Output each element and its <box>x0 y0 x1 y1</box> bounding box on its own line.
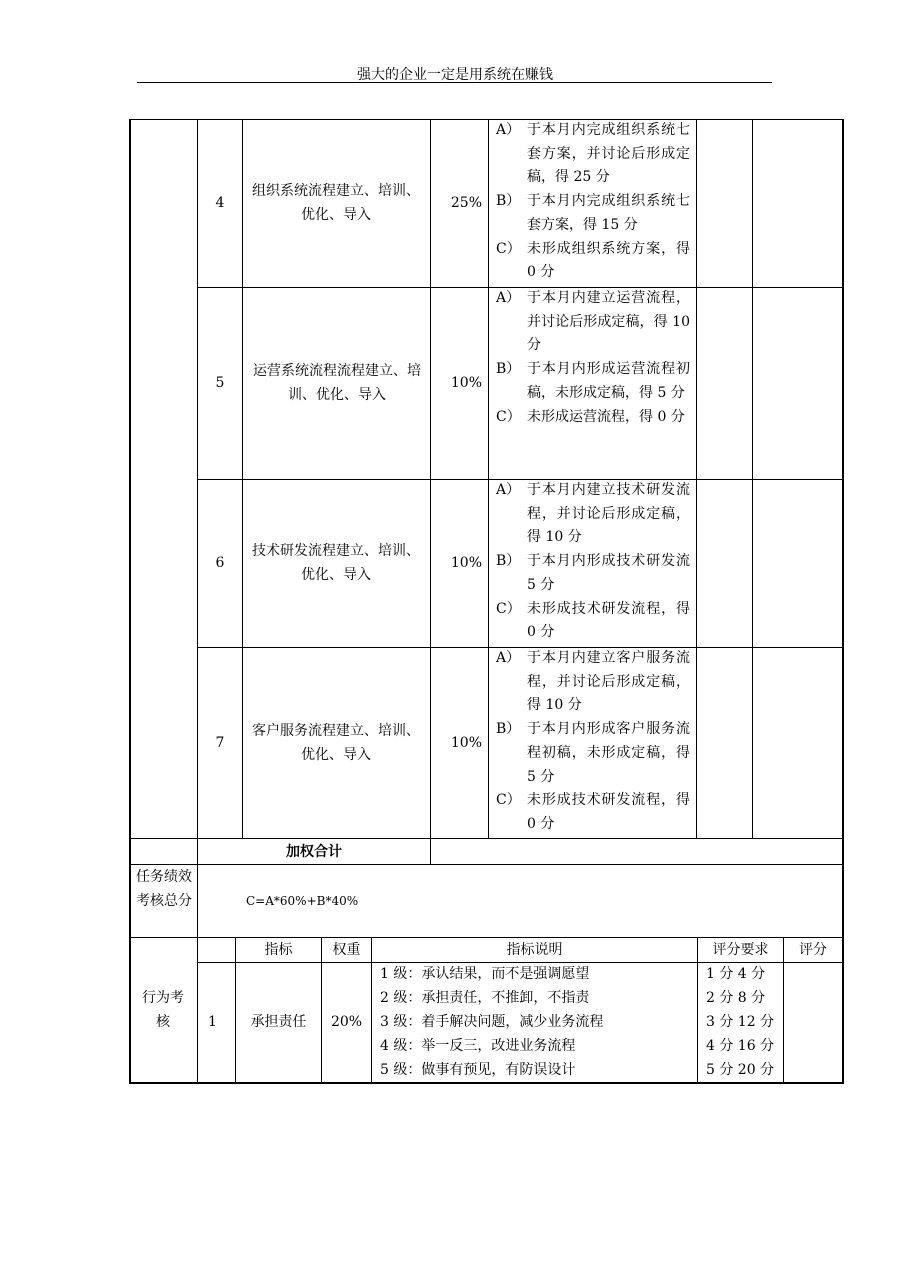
score-criteria: A） 于本月内建立运营流程，并讨论后形成定稿，得 10 分 B） 于本月内形成运营流程初稿，未形成定稿，得 5 分 C） 未形成运营流程，得 0 分 <box>496 290 690 425</box>
task-weight: 10% <box>450 735 482 751</box>
score-item: 3 分 12 分 <box>706 1014 775 1030</box>
page-header: 强大的企业一定是用系统在赚钱 <box>357 67 553 83</box>
col-header-description: 指标说明 <box>506 942 563 958</box>
score-item: 5 分 20 分 <box>706 1062 775 1078</box>
score-item: 1 分 4 分 <box>706 966 766 982</box>
col-header-score: 评分 <box>799 942 827 958</box>
level-item: 1 级：承认结果，而不是强调愿望 <box>380 966 590 982</box>
task-total-label: 任务绩效考核总分 <box>136 869 192 909</box>
level-item: 3 级：着手解决问题，减少业务流程 <box>380 1014 604 1030</box>
task-total-formula: C=A*60%+B*40% <box>246 894 359 908</box>
row-number: 5 <box>215 375 225 391</box>
task-name: 客户服务流程建立、培训、优化、导入 <box>252 723 420 763</box>
score-item: 2 分 8 分 <box>706 990 766 1006</box>
task-weight: 10% <box>450 555 482 571</box>
behavior-row-number: 1 <box>208 1014 217 1030</box>
score-criteria: A） 于本月内完成组织系统七套方案，并讨论后形成定稿，得 25 分 B） 于本月内完成组织系统七套方案，得 15 分 C） 未形成组织系统方案，得 0 分 <box>496 122 690 281</box>
behavior-indicator: 承担责任 <box>250 1014 307 1030</box>
level-item: 2 级：承担责任，不推卸，不指责 <box>380 990 590 1006</box>
behavior-weight: 20% <box>330 1014 363 1030</box>
weighted-total-label: 加权合计 <box>286 844 342 860</box>
task-weight: 10% <box>450 375 482 391</box>
row-number: 6 <box>215 555 225 571</box>
score-item: 4 分 16 分 <box>706 1038 775 1054</box>
level-item: 4 级：举一反三，改进业务流程 <box>380 1038 576 1054</box>
task-weight: 25% <box>450 195 482 211</box>
col-header-weight: 权重 <box>332 942 361 958</box>
score-criteria: A） 于本月内建立技术研发流程，并讨论后形成定稿，得 10 分 B） 于本月内形成技术研发流 5 分 C） 未形成技术研发流程，得 0 分 <box>496 482 690 641</box>
task-name: 运营系统流程流程建立、培训、优化、导入 <box>253 363 421 403</box>
row-number: 7 <box>215 735 225 751</box>
task-name: 技术研发流程建立、培训、优化、导入 <box>252 543 420 583</box>
col-header-indicator: 指标 <box>264 942 293 958</box>
col-header-requirement: 评分要求 <box>712 942 769 958</box>
score-criteria: A） 于本月内建立客户服务流程，并讨论后形成定稿，得 10 分 B） 于本月内形成客户服务流程初稿，未形成定稿，得 5 分 C） 未形成技术研发流程，得 0 分 <box>496 650 690 832</box>
row-number: 4 <box>215 195 225 211</box>
level-item: 5 级：做事有预见，有防误设计 <box>380 1062 576 1078</box>
task-name: 组织系统流程建立、培训、优化、导入 <box>252 183 420 223</box>
header-rule <box>137 82 772 83</box>
behavior-section-label: 行为考核 <box>142 990 184 1030</box>
